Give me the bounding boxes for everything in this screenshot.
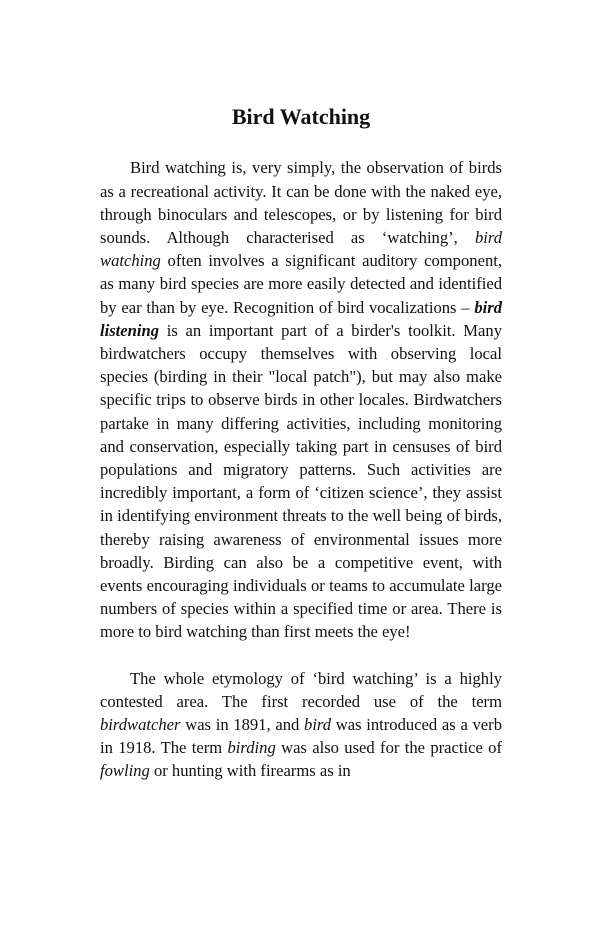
p2-italic-birding: birding [227, 738, 276, 758]
p2-italic-birdwatcher: birdwatcher [100, 715, 181, 735]
paragraph-1 [100, 156, 502, 643]
p1-text-1: Bird watching is, very simply, the observation of birds as a recreational activity. It can be done with the naked eye, through binoculars and telescopes, or by listening for bird sounds. Although characterised as ‘watching’, [100, 158, 502, 247]
p2-text-2: was in 1891, and [180, 715, 305, 735]
p2-text-3: was introduced as a verb in 1918. The term [100, 715, 502, 758]
p2-italic-bird: bird [304, 715, 332, 735]
document-page [100, 104, 502, 783]
p2-text-1: The whole etymology of ‘bird watching’ is a highly contested area. The first recorded use of the term [100, 668, 502, 711]
p1-text-3: is an important part of a birder's toolkit. Many birdwatchers occupy themselves with observing local species (birding in their "local patch"), but may also make specific trips to observe birds in other locales. Birdwatchers partake in many differing activities, including monitoring and conservation, especially taking part in censuses of bird populations and migratory patterns. Such activities are incredibly important, a form of ‘citizen science’, they assist in identifying environment threats to the well being of birds, thereby raising awareness of environmental issues more broadly. Birding can also be a competitive event, with events encouraging individuals or teams to accumulate large numbers of species within a specified time or area. There is more to bird watching than first meets the eye! [100, 320, 502, 642]
p2-text-4: was also used for the practice of [275, 738, 502, 758]
p2-text-5: or hunting with firearms as in [149, 761, 351, 781]
paragraph-2 [100, 667, 502, 783]
p1-text-2: often involves a significant auditory component, as many bird species are more easily detected and identified by ear than by eye. Recognition of bird vocalizations – [100, 251, 502, 317]
p1-italic-bird-watching: bird watching [100, 228, 502, 271]
page-title: Bird Watching [231, 104, 371, 129]
p2-italic-fowling: fowling [100, 761, 150, 781]
p1-bold-italic-bird-listening: bird listening [100, 297, 502, 340]
